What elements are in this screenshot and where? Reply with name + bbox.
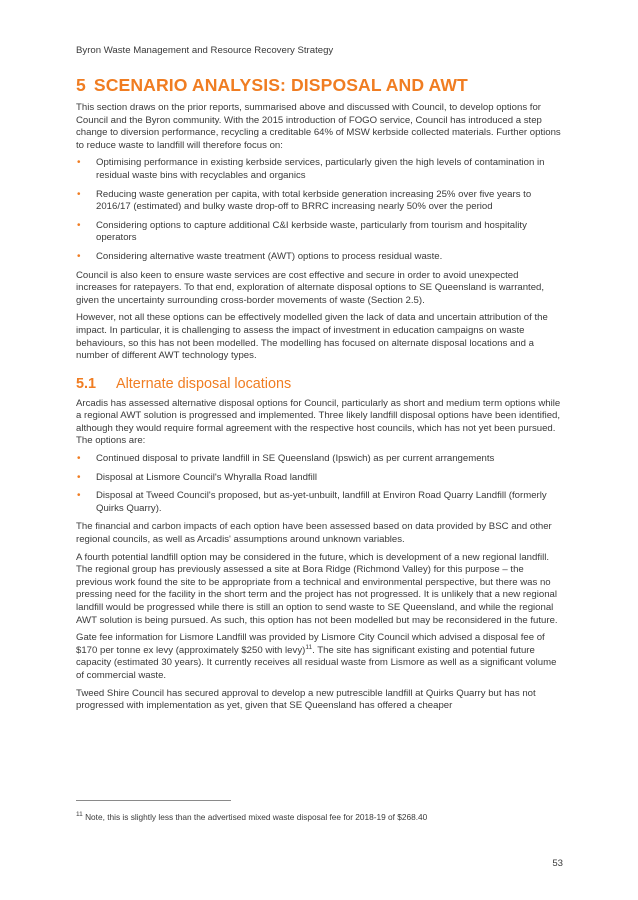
bullet-icon: •	[77, 219, 81, 231]
list-item-text: Considering alternative waste treatment (AWT) options to process residual waste.	[96, 250, 443, 262]
bullet-icon: •	[77, 157, 81, 169]
bullet-icon: •	[77, 471, 81, 483]
footnote-number: 11	[76, 811, 83, 819]
subsection-paragraph-2: The financial and carbon impacts of each option have been assessed based on data provided by BSC and other regional councils, as well as Arcadis' assumptions around unknown variables.	[76, 521, 552, 546]
list-item-text: Disposal at Lismore Council's Whyralla Road landfill	[96, 471, 317, 483]
section-heading	[76, 75, 562, 96]
list-item	[76, 189, 562, 214]
subsection-title: Alternate disposal locations	[116, 375, 292, 392]
footnote-reference[interactable]: 11	[305, 643, 313, 651]
list-item	[76, 157, 562, 182]
options-list	[76, 453, 562, 515]
list-item	[76, 490, 562, 515]
page-content	[76, 75, 562, 718]
list-item-text: Considering options to capture additional C&I kerbside waste, particularly from tourism and hospitality operators	[96, 219, 527, 244]
subsection-heading	[76, 376, 562, 392]
list-item	[76, 453, 562, 466]
subsection-paragraph-5: Tweed Shire Council has secured approval to develop a new putrescible landfill at Quirks Quarry but has not progressed with implementation as yet, given that SE Queensland has offered a cheaper	[76, 687, 536, 712]
list-item-text: Disposal at Tweed Council's proposed, but as-yet-unbuilt, landfill at Environ Road Quarry Landfill (formerly Quirks Quarry).	[96, 490, 547, 514]
section-title: SCENARIO ANALYSIS: DISPOSAL AND AWT	[93, 75, 468, 95]
list-item-text: Optimising performance in existing kerbside services, particularly given the high levels of contamination in residual waste bins with recyclables and organics	[96, 157, 545, 181]
list-item	[76, 220, 562, 245]
list-item	[76, 251, 562, 264]
focus-list	[76, 157, 562, 263]
subsection-paragraph-3: A fourth potential landfill option may be considered in the future, which is development of a new regional landfill. The regional group has previously assessed a site at Bora Ridge (Richmond Valley) for this purpose – the previous work found the site to be appropriate from a technical and environmental perspective, but there was no pressing need for the facility in the short term and the project has not progressed. It is unlikely that a new regional landfill would be progressed while there is still an option to send waste to SE Queensland, and while the regional AWT solution is being pursued. As such, this option has not been modelled but may be reconsidered in the future.	[76, 551, 558, 626]
footnote-text: Note, this is slightly less than the advertised mixed waste disposal fee for 2018-19 of $268.40	[85, 812, 428, 822]
section-intro: This section draws on the prior reports, summarised above and discussed with Council, to develop options for Council and the Byron community. With the 2015 introduction of FOGO service, Council has introduced a step change to diversion performance, recycling a creditable 64% of MSW kerbside collected materials. Further options to reduce waste to landfill will therefore focus on:	[76, 102, 561, 151]
section-number: 5	[76, 75, 86, 95]
subsection-paragraph-4	[76, 632, 562, 682]
paragraph-text: Gate fee information for Lismore Landfill was provided by Lismore City Council which advised a disposal fee of $170 per tonne ex levy (approximately $250 with levy)	[76, 632, 545, 656]
section-paragraph-3: However, not all these options can be effectively modelled given the lack of data and uncertain attribution of the impact. In particular, it is challenging to assess the impact of investment in education campaigns on waste behaviours, so this has not been modelled. The modelling has focused on alternate disposal locations and a number of different AWT technology types.	[76, 312, 548, 362]
bullet-icon: •	[77, 188, 81, 200]
section-paragraph-2: Council is also keen to ensure waste services are cost effective and secure in order to avoid unexpected increases for ratepayers. To that end, exploration of alternate disposal options to SE Queensland is warranted, given the uncertainty surrounding cross-border movements of waste (Section 2.5).	[76, 269, 545, 306]
running-header: Byron Waste Management and Resource Recovery Strategy	[76, 45, 334, 56]
bullet-icon: •	[77, 453, 81, 465]
page-number: 53	[552, 858, 563, 869]
subsection-number: 5.1	[76, 375, 97, 392]
list-item-text: Continued disposal to private landfill in SE Queensland (Ipswich) as per current arrangements	[96, 453, 495, 465]
bullet-icon: •	[77, 250, 81, 262]
paragraph-text: . The site has significant existing and potential future capacity (estimated 30 years). It currently receives all residual waste from Lismore as well as a significant volume of commercial waste.	[76, 644, 557, 681]
subsection-paragraph-1: Arcadis has assessed alternative disposal options for Council, particularly as short and medium term options while a regional AWT solution is progressed and implemented. Three likely landfill disposal options have been identified, although they would require formal agreement with the respective host councils, which has not yet been pursued. The options are:	[76, 397, 561, 447]
list-item	[76, 472, 562, 485]
footnote	[76, 812, 427, 822]
list-item-text: Reducing waste generation per capita, with total kerbside generation increasing 25% over five years to 2016/17 (estimated) and bulky waste drop-off to BRRC increasing nearly 50% over the period	[96, 188, 532, 213]
footnote-divider	[76, 800, 231, 801]
bullet-icon: •	[77, 490, 81, 502]
